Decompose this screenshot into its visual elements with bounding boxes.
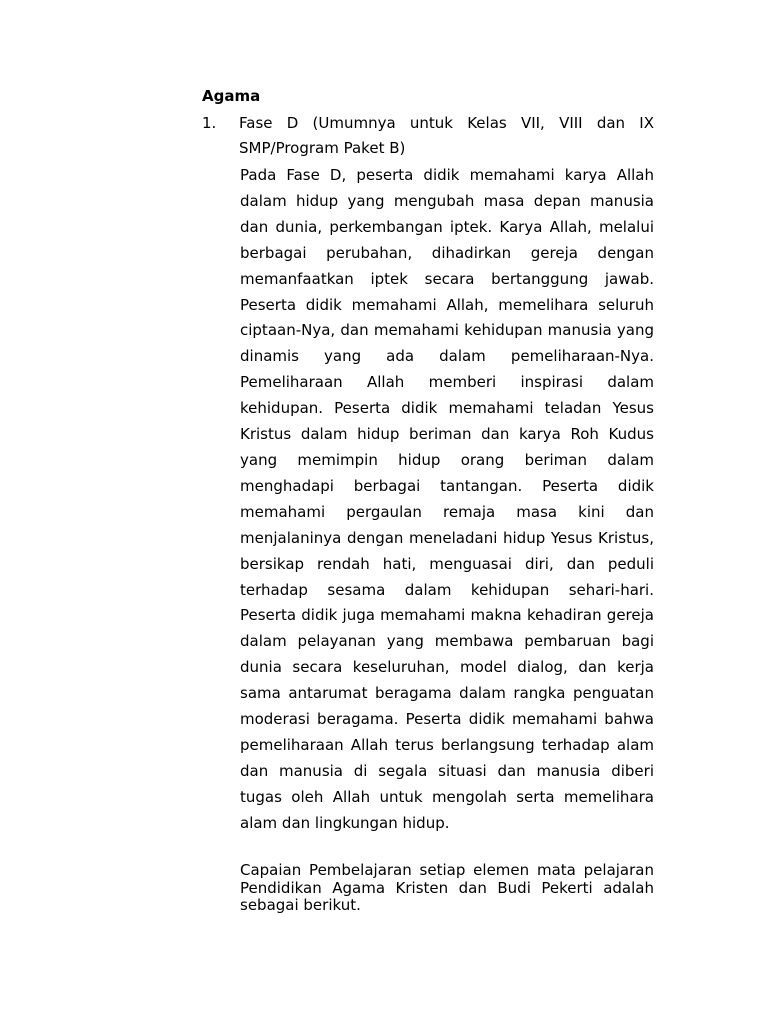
section-heading: Agama bbox=[202, 87, 261, 105]
closing-paragraph: Capaian Pembelajaran setiap elemen mata pelajaran Pendidikan Agama Kristen dan Budi Pekerti adalah sebagai berikut. bbox=[240, 861, 654, 915]
body-paragraph: Pada Fase D, peserta didik memahami karya Allah dalam hidup yang mengubah masa depan manusia dan dunia, perkembangan iptek. Karya Allah, melalui berbagai perubahan, dihadirkan gereja dengan memanfaatkan iptek secara bertanggung jawab. Peserta didik memahami Allah, memelihara seluruh ciptaan-Nya, dan memahami kehidupan manusia yang dinamis yang ada dalam pemeliharaan-Nya. Pemeliharaan Allah memberi inspirasi dalam kehidupan. Peserta didik memahami teladan Yesus Kristus dalam hidup beriman dan karya Roh Kudus yang memimpin hidup orang beriman dalam menghadapi berbagai tantangan. Peserta didik memahami pergaulan remaja masa kini dan menjalaninya dengan meneladani hidup Yesus Kristus, bersikap rendah hati, menguasai diri, dan peduli terhadap sesama dalam kehidupan sehari-hari. Peserta didik juga memahami makna kehadiran gereja dalam pelayanan yang membawa pembaruan bagi dunia secara keseluruhan, model dialog, dan kerja sama antarumat beragama dalam rangka penguatan moderasi beragama. Peserta didik memahami bahwa pemeliharaan Allah terus berlangsung terhadap alam dan manusia di segala situasi dan manusia diberi tugas oleh Allah untuk mengolah serta memelihara alam dan lingkungan hidup. bbox=[240, 166, 654, 832]
list-item-title: Fase D (Umumnya untuk Kelas VII, VIII dan IX SMP/Program Paket B) bbox=[239, 114, 654, 157]
list-number: 1. bbox=[202, 114, 217, 132]
